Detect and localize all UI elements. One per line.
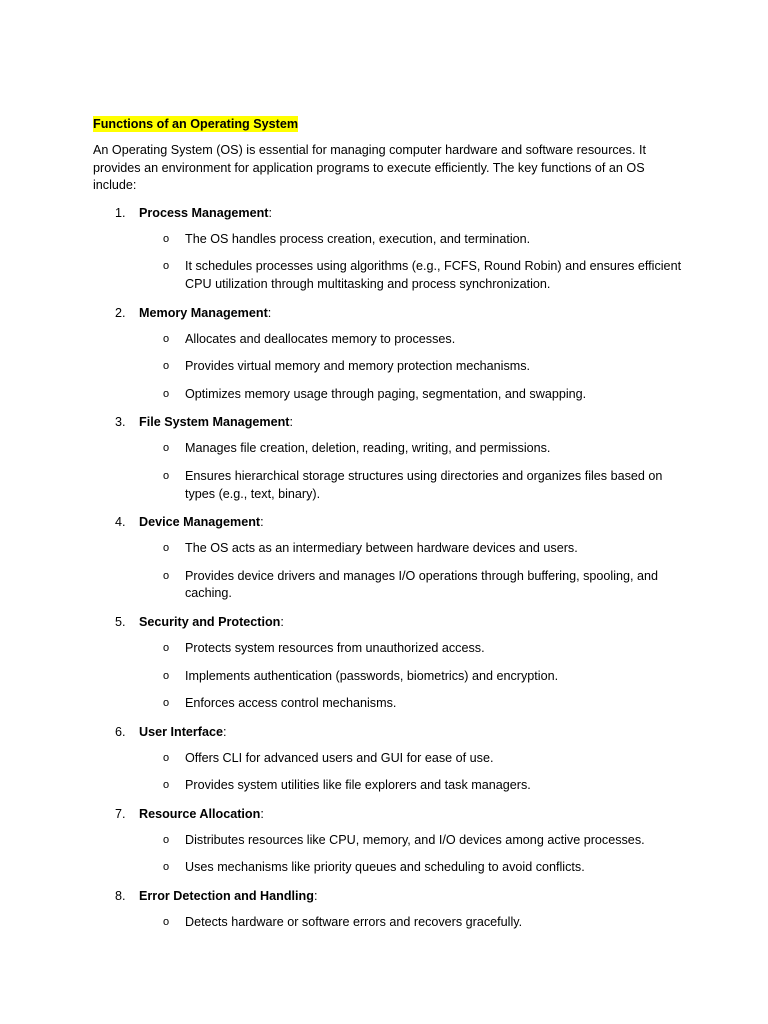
section-colon: : <box>289 415 293 430</box>
bullet-text: The OS acts as an intermediary between hardware devices and users. <box>185 541 578 556</box>
list-item <box>93 568 683 603</box>
bullet-icon: o <box>163 387 170 400</box>
bullet-icon: o <box>163 442 170 455</box>
section-heading <box>93 413 683 431</box>
section-colon: : <box>223 724 227 739</box>
list-item <box>93 695 683 713</box>
bullet-text: Protects system resources from unauthorized access. <box>185 640 485 655</box>
bullet-text: It schedules processes using algorithms (e.g., FCFS, Round Robin) and ensures efficient CPU utilization through multitasking and process synchronization. <box>185 259 682 291</box>
bullet-icon: o <box>163 332 170 345</box>
bullet-text: Uses mechanisms like priority queues and scheduling to avoid conflicts. <box>185 860 585 875</box>
document-title: Functions of an Operating System <box>93 117 299 131</box>
list-item <box>93 468 683 503</box>
bullet-icon: o <box>163 641 170 654</box>
bullet-icon: o <box>163 861 170 874</box>
section-title: Device Management <box>139 515 261 530</box>
section-number: 7. <box>115 806 126 821</box>
bullet-text: Provides device drivers and manages I/O operations through buffering, spooling, and caching. <box>185 568 659 601</box>
list-item <box>93 832 683 850</box>
bullet-icon: o <box>163 469 170 482</box>
list-item-section <box>93 805 683 877</box>
list-item-section <box>93 513 683 603</box>
section-colon: : <box>268 205 272 220</box>
bullet-icon: o <box>163 569 170 582</box>
section-title: Resource Allocation <box>139 806 261 821</box>
list-item-section <box>93 613 683 713</box>
bullet-text: Detects hardware or software errors and recovers gracefully. <box>185 915 523 930</box>
intro-paragraph: An Operating System (OS) is essential for managing computer hardware and software resources. It provides an environment for application programs to execute efficiently. The key functions of an OS include: <box>93 143 646 193</box>
list-item <box>93 668 683 686</box>
section-heading <box>93 204 683 222</box>
bullet-text: Optimizes memory usage through paging, segmentation, and swapping. <box>185 386 587 401</box>
functions-list <box>93 204 683 932</box>
bullet-icon: o <box>163 751 170 764</box>
bullet-icon: o <box>163 542 170 555</box>
bullet-icon: o <box>163 916 170 929</box>
document-page <box>93 115 683 942</box>
section-number: 2. <box>115 305 126 320</box>
list-item <box>93 640 683 658</box>
bullet-icon: o <box>163 260 170 273</box>
bullet-icon: o <box>163 360 170 373</box>
section-title: File System Management <box>139 415 290 430</box>
bullet-text: Manages file creation, deletion, reading, writing, and permissions. <box>185 441 551 456</box>
bullet-icon: o <box>163 669 170 682</box>
list-item-section <box>93 304 683 404</box>
bullet-icon: o <box>163 779 170 792</box>
section-heading <box>93 887 683 905</box>
bullet-icon: o <box>163 833 170 846</box>
bullet-text: Ensures hierarchical storage structures using directories and organizes files based on types (e.g., text, binary). <box>185 468 663 501</box>
list-item <box>93 750 683 768</box>
section-number: 8. <box>115 889 126 904</box>
section-colon: : <box>313 889 318 904</box>
section-heading <box>93 304 683 322</box>
section-colon: : <box>260 806 264 821</box>
section-colon: : <box>267 305 272 320</box>
section-colon: : <box>280 614 284 629</box>
list-item <box>93 258 683 293</box>
section-heading <box>93 513 683 531</box>
bullet-text: Enforces access control mechanisms. <box>185 696 397 711</box>
section-heading <box>93 613 683 631</box>
list-item <box>93 386 683 404</box>
list-item <box>93 440 683 458</box>
list-item <box>93 231 683 249</box>
section-title: Memory Management <box>139 305 268 320</box>
list-item-section <box>93 887 683 932</box>
list-item-section <box>93 413 683 503</box>
section-title: Process Management <box>139 205 269 220</box>
section-title: User Interface <box>139 724 223 739</box>
section-heading <box>93 723 683 741</box>
section-title: Security and Protection <box>139 614 281 629</box>
list-item <box>93 777 683 795</box>
bullet-text: Allocates and deallocates memory to processes. <box>185 331 456 346</box>
section-number: 6. <box>115 724 126 739</box>
list-item-section <box>93 204 683 294</box>
bullet-icon: o <box>163 697 170 710</box>
bullet-text: Offers CLI for advanced users and GUI for ease of use. <box>185 750 494 765</box>
section-colon: : <box>260 515 264 530</box>
list-item <box>93 859 683 877</box>
bullet-icon: o <box>163 232 170 245</box>
bullet-text: Provides virtual memory and memory protection mechanisms. <box>185 359 531 374</box>
bullet-text: Implements authentication (passwords, biometrics) and encryption. <box>185 668 559 683</box>
section-title: Error Detection and Handling <box>139 889 314 904</box>
title-line <box>93 115 683 133</box>
list-item <box>93 540 683 558</box>
list-item-section <box>93 723 683 795</box>
section-heading <box>93 805 683 823</box>
section-number: 5. <box>115 614 126 629</box>
bullet-text: The OS handles process creation, execution, and termination. <box>185 231 531 246</box>
list-item <box>93 331 683 349</box>
list-item <box>93 358 683 376</box>
section-number: 4. <box>115 515 126 530</box>
section-number: 1. <box>115 205 126 220</box>
list-item <box>93 914 683 932</box>
bullet-text: Provides system utilities like file explorers and task managers. <box>185 778 531 793</box>
section-number: 3. <box>115 415 126 430</box>
bullet-text: Distributes resources like CPU, memory, and I/O devices among active processes. <box>185 832 645 847</box>
